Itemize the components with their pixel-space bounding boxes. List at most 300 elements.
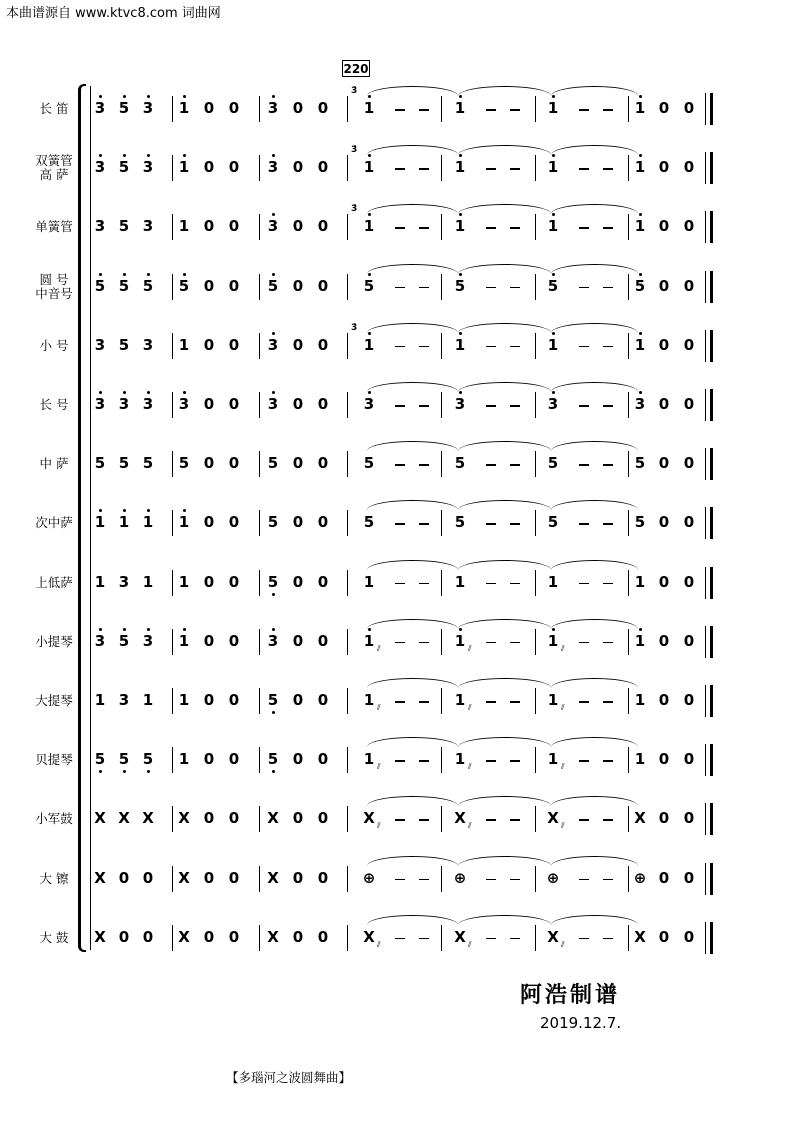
instrument-name: 单簧管	[35, 219, 73, 235]
sustain-dash	[603, 109, 613, 111]
note: 3	[94, 631, 106, 650]
barline	[535, 747, 536, 773]
octave-dot-above	[123, 391, 126, 394]
barline	[259, 214, 260, 240]
instrument-name: 圆 号 中音号	[35, 271, 73, 301]
note: 1	[547, 750, 559, 769]
note: 1	[118, 513, 130, 532]
octave-dot-above	[183, 509, 186, 512]
barline	[259, 688, 260, 714]
note: 3	[94, 217, 106, 236]
tie-arc	[551, 382, 638, 392]
tremolo-mark: ⫽	[561, 643, 565, 653]
octave-dot-above	[99, 391, 102, 394]
barline	[535, 155, 536, 181]
barline	[347, 925, 348, 951]
note: X	[94, 868, 106, 887]
sustain-dash	[603, 405, 613, 407]
octave-dot-above	[183, 391, 186, 394]
note: 1	[547, 631, 559, 650]
sustain-dash	[510, 405, 520, 407]
note: 0	[658, 217, 670, 236]
note: 1	[634, 572, 646, 591]
source-text: 本曲谱源自	[6, 6, 76, 21]
barline	[347, 806, 348, 832]
note: 0	[317, 513, 329, 532]
barline	[628, 688, 629, 714]
final-barline-thin	[705, 922, 706, 954]
barline	[172, 925, 173, 951]
sustain-dash	[603, 701, 613, 703]
barline	[347, 629, 348, 655]
barline	[628, 96, 629, 122]
sustain-dash	[395, 938, 405, 940]
note: 3	[94, 395, 106, 413]
sustain-dash	[395, 109, 405, 111]
final-barline-thick	[710, 507, 713, 539]
note: X	[94, 809, 106, 828]
instrument-name: 大提琴	[35, 693, 73, 708]
note: 3	[118, 691, 130, 709]
note: 0	[142, 927, 154, 946]
sustain-dash	[603, 523, 613, 525]
note: 3	[142, 395, 154, 413]
note: 1	[454, 631, 466, 650]
barline	[441, 570, 442, 596]
sustain-dash	[395, 405, 405, 407]
tie-arc	[551, 856, 638, 866]
note: 0	[292, 750, 304, 769]
grace-note: 3̇	[351, 145, 358, 156]
sustain-dash	[486, 464, 496, 466]
final-barline-thin	[705, 863, 706, 895]
note: X	[634, 927, 646, 946]
note: 1	[634, 691, 646, 709]
note: 0	[203, 868, 215, 887]
barline	[259, 866, 260, 892]
final-barline-thin	[705, 330, 706, 362]
note: X	[267, 868, 279, 887]
note: 0	[292, 99, 304, 117]
note: 0	[658, 750, 670, 769]
grace-note: 3̇	[351, 204, 358, 215]
instrument-name: 小 号	[39, 337, 69, 353]
note: 5	[267, 513, 279, 532]
tie-arc	[458, 500, 551, 510]
sustain-dash	[486, 227, 496, 229]
note: 0	[292, 217, 304, 236]
sustain-dash	[603, 819, 613, 821]
note: 0	[203, 572, 215, 591]
instrument-name: 上低萨	[35, 574, 73, 590]
note: 1	[94, 691, 106, 709]
barline	[535, 214, 536, 240]
note: 0	[683, 158, 695, 177]
barline	[172, 155, 173, 181]
tie-arc	[551, 264, 638, 274]
barline	[535, 392, 536, 418]
barline	[347, 688, 348, 714]
note: 0	[683, 927, 695, 946]
sustain-dash	[510, 760, 520, 762]
note: 0	[292, 276, 304, 295]
barline	[628, 629, 629, 655]
note: 1	[363, 217, 375, 236]
barline	[535, 925, 536, 951]
note: 0	[118, 927, 130, 946]
sustain-dash	[486, 642, 496, 644]
note: 0	[228, 335, 240, 354]
tie-arc	[367, 86, 458, 96]
barline	[172, 333, 173, 359]
barline	[535, 629, 536, 655]
note: X	[634, 809, 646, 828]
final-barline-thick	[710, 863, 713, 895]
tie-arc	[458, 323, 551, 333]
tie-arc	[367, 619, 458, 629]
note: 1	[363, 99, 375, 117]
final-barline-thick	[710, 211, 713, 243]
final-barline-thin	[705, 448, 706, 480]
sustain-dash	[579, 227, 589, 229]
barline	[441, 806, 442, 832]
barline	[259, 925, 260, 951]
sustain-dash	[486, 405, 496, 407]
barline	[172, 866, 173, 892]
sustain-dash	[486, 938, 496, 940]
barline	[441, 688, 442, 714]
grace-note: 3̇	[351, 86, 358, 96]
note: 1	[142, 572, 154, 591]
note: 3	[267, 631, 279, 650]
note: 0	[203, 691, 215, 709]
note: 0	[317, 99, 329, 117]
barline	[628, 747, 629, 773]
note: 0	[658, 809, 670, 828]
note: 0	[228, 631, 240, 650]
note: 0	[203, 750, 215, 769]
sustain-dash	[510, 642, 520, 644]
octave-dot-above	[183, 154, 186, 157]
note: 1	[178, 335, 190, 354]
octave-dot-above	[147, 509, 150, 512]
octave-dot-above	[639, 391, 642, 394]
note: 5	[118, 99, 130, 117]
note: 0	[317, 868, 329, 887]
tremolo-mark: ⫽	[377, 643, 381, 653]
sustain-dash	[510, 701, 520, 703]
note: 1	[363, 691, 375, 709]
final-barline-thin	[705, 271, 706, 303]
barline	[628, 510, 629, 536]
instrument-name: 大 镲	[39, 870, 69, 886]
tremolo-mark: ⫽	[561, 762, 565, 772]
note: 0	[292, 513, 304, 532]
note: 1	[634, 631, 646, 650]
tie-arc	[551, 323, 638, 333]
sustain-dash	[603, 464, 613, 466]
note: 1	[454, 99, 466, 117]
note: 5	[634, 276, 646, 295]
note: 5	[118, 276, 130, 295]
final-barline-thin	[705, 93, 706, 125]
tremolo-mark: ⫽	[468, 939, 472, 949]
barline	[535, 688, 536, 714]
note: 0	[203, 395, 215, 413]
final-barline-thick	[710, 803, 713, 835]
sustain-dash	[579, 879, 589, 881]
sustain-dash	[395, 287, 405, 289]
sustain-dash	[603, 583, 613, 585]
note: 0	[228, 217, 240, 236]
barline	[259, 96, 260, 122]
sustain-dash	[603, 346, 613, 348]
barline	[259, 451, 260, 477]
sustain-dash	[419, 819, 429, 821]
note: 1	[454, 158, 466, 177]
note: 0	[203, 513, 215, 532]
note: 0	[658, 335, 670, 354]
tie-arc	[551, 737, 638, 747]
note: 5	[267, 691, 279, 709]
note: 5	[118, 631, 130, 650]
note: 1	[178, 750, 190, 769]
octave-dot-above	[639, 332, 642, 335]
note: 3	[634, 395, 646, 413]
tie-arc	[367, 204, 458, 214]
sustain-dash	[510, 168, 520, 170]
note: 0	[228, 868, 240, 887]
octave-dot-below	[99, 770, 102, 773]
sustain-dash	[419, 523, 429, 525]
barline	[259, 274, 260, 300]
note: 0	[658, 513, 670, 532]
note: 0	[292, 454, 304, 473]
note: 0	[658, 276, 670, 295]
note: 1	[634, 335, 646, 354]
octave-dot-above	[272, 213, 275, 216]
tremolo-mark: ⫽	[561, 821, 565, 831]
note: 5	[363, 276, 375, 295]
note: 0	[317, 335, 329, 354]
note: 1	[178, 217, 190, 236]
footer-title: 【多瑙河之波圆舞曲】	[226, 1070, 352, 1085]
note: 5	[547, 454, 559, 473]
note: 5	[118, 335, 130, 354]
note: 5	[118, 454, 130, 473]
tremolo-mark: ⫽	[377, 762, 381, 772]
note: 0	[228, 454, 240, 473]
note: 0	[658, 158, 670, 177]
barline	[628, 155, 629, 181]
note: 1	[454, 217, 466, 236]
octave-dot-above	[99, 154, 102, 157]
tie-arc	[367, 264, 458, 274]
note: 1	[178, 631, 190, 650]
note: X	[142, 809, 154, 828]
note: 3	[94, 99, 106, 117]
note: X	[454, 809, 466, 828]
tremolo-mark: ⫽	[561, 703, 565, 712]
tremolo-mark: ⫽	[561, 939, 565, 949]
octave-dot-below	[272, 593, 275, 596]
tremolo-mark: ⫽	[468, 703, 472, 712]
note: 5	[547, 276, 559, 295]
tremolo-mark: ⫽	[377, 939, 381, 949]
note: 0	[658, 631, 670, 650]
sustain-dash	[486, 346, 496, 348]
note: 1	[634, 99, 646, 117]
sustain-dash	[395, 523, 405, 525]
note: 0	[292, 691, 304, 709]
note: 0	[658, 691, 670, 709]
octave-dot-above	[183, 273, 186, 276]
tie-arc	[367, 382, 458, 392]
final-barline-thick	[710, 93, 713, 125]
sustain-dash	[419, 405, 429, 407]
note: ⊕	[633, 868, 647, 887]
sustain-dash	[510, 819, 520, 821]
octave-dot-above	[99, 95, 102, 98]
site-link[interactable]: www.ktvc8.com	[75, 6, 178, 21]
note: 1	[547, 691, 559, 709]
sustain-dash	[510, 879, 520, 881]
barline	[347, 747, 348, 773]
sustain-dash	[395, 168, 405, 170]
note: 0	[292, 335, 304, 354]
final-barline-thin	[705, 389, 706, 421]
note: 3	[363, 395, 375, 413]
note: 3	[142, 158, 154, 177]
sustain-dash	[486, 168, 496, 170]
barline	[172, 392, 173, 418]
note: 3	[267, 395, 279, 413]
sustain-dash	[419, 287, 429, 289]
sustain-dash	[579, 938, 589, 940]
barline	[259, 747, 260, 773]
note: 0	[683, 276, 695, 295]
note: 5	[634, 454, 646, 473]
note: 0	[228, 809, 240, 828]
note: 5	[267, 276, 279, 295]
barline	[347, 451, 348, 477]
final-barline-thin	[705, 803, 706, 835]
barline	[172, 806, 173, 832]
octave-dot-below	[272, 711, 275, 714]
tie-arc	[458, 678, 551, 688]
final-barline-thick	[710, 922, 713, 954]
tie-arc	[367, 500, 458, 510]
octave-dot-above	[99, 273, 102, 276]
sustain-dash	[486, 819, 496, 821]
note: 0	[683, 395, 695, 413]
note: 0	[203, 217, 215, 236]
note: 5	[363, 513, 375, 532]
arrangement-date: 2019.12.7.	[540, 1014, 622, 1032]
sustain-dash	[395, 760, 405, 762]
note: 5	[118, 217, 130, 236]
note: 5	[634, 513, 646, 532]
note: 0	[317, 927, 329, 946]
note: 0	[658, 395, 670, 413]
barline	[535, 570, 536, 596]
final-barline-thin	[705, 567, 706, 599]
tie-arc	[458, 796, 551, 806]
note: ⊕	[453, 868, 467, 887]
barline	[628, 274, 629, 300]
barline	[347, 96, 348, 122]
tremolo-mark: ⫽	[377, 821, 381, 831]
barline	[441, 274, 442, 300]
barline	[347, 570, 348, 596]
barline	[441, 510, 442, 536]
tie-arc	[458, 560, 551, 570]
barline	[628, 451, 629, 477]
note: X	[267, 927, 279, 946]
instrument-name: 中 萨	[39, 456, 69, 472]
tremolo-mark: ⫽	[468, 821, 472, 831]
instrument-name: 贝提琴	[35, 752, 73, 768]
sustain-dash	[510, 583, 520, 585]
final-barline-thin	[705, 685, 706, 717]
note: 0	[317, 750, 329, 769]
tie-arc	[367, 560, 458, 570]
note: 3	[267, 217, 279, 236]
tie-arc	[458, 856, 551, 866]
tie-arc	[458, 619, 551, 629]
barline	[347, 392, 348, 418]
note: 1	[454, 691, 466, 709]
note: X	[178, 927, 190, 946]
sustain-dash	[419, 760, 429, 762]
barline	[441, 451, 442, 477]
barline	[172, 629, 173, 655]
note: X	[363, 927, 375, 946]
instrument-name: 次中萨	[35, 515, 73, 531]
note: 0	[228, 750, 240, 769]
note: 0	[228, 572, 240, 591]
note: 0	[317, 217, 329, 236]
note: 3	[267, 99, 279, 117]
barline	[535, 510, 536, 536]
octave-dot-above	[272, 95, 275, 98]
octave-dot-below	[123, 770, 126, 773]
octave-dot-above	[123, 154, 126, 157]
sustain-dash	[486, 760, 496, 762]
tie-arc	[458, 145, 551, 155]
octave-dot-above	[147, 95, 150, 98]
barline	[535, 274, 536, 300]
sustain-dash	[510, 523, 520, 525]
barline	[172, 214, 173, 240]
barline	[172, 274, 173, 300]
final-barline-thick	[710, 448, 713, 480]
final-barline-thick	[710, 685, 713, 717]
note: 1	[178, 691, 190, 709]
note: 0	[292, 158, 304, 177]
barline	[628, 392, 629, 418]
note: 0	[118, 868, 130, 887]
note: 0	[683, 868, 695, 887]
octave-dot-above	[639, 154, 642, 157]
barline	[259, 570, 260, 596]
octave-dot-above	[272, 273, 275, 276]
barline	[628, 925, 629, 951]
note: 0	[317, 454, 329, 473]
sustain-dash	[486, 523, 496, 525]
sustain-dash	[395, 346, 405, 348]
note: 0	[658, 868, 670, 887]
